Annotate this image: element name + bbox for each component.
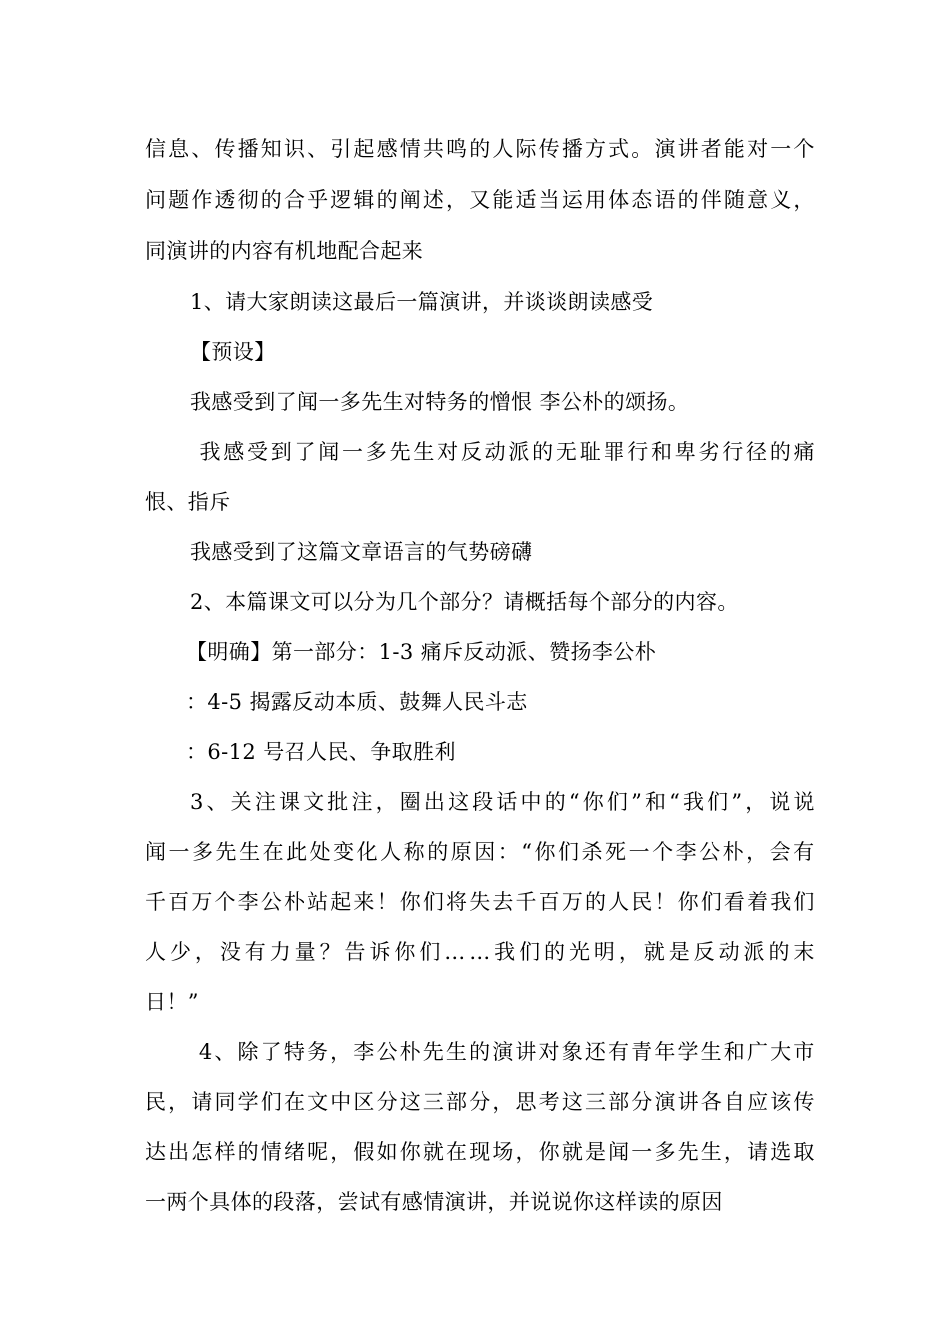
preset-answer-1: 我感受到了闻一多先生对特务的憎恨 李公朴的颂扬。 bbox=[190, 390, 690, 414]
question-4-line-3: 达 出 怎 样 的 情 绪 呢 ， 假 如 你 就 在 现 场 ， 你 就 是 闻 一 多 先 生 ， 请 选 取 bbox=[145, 1140, 815, 1164]
text-line-3: 同演讲的内容有机地配合起来 bbox=[145, 239, 424, 263]
answer-part-3: ：6-12 号召人民、争取胜利 bbox=[186, 740, 456, 764]
preset-heading: 【预设】 bbox=[190, 340, 276, 364]
question-1: 1、请大家朗读这最后一篇演讲，并谈谈朗读感受 bbox=[190, 290, 654, 314]
question-3-line-5: 日！” bbox=[145, 990, 199, 1014]
question-3: 3 、 关 注 课 文 批 注 ， 圈 出 这 段 话 中 的 “ 你 们 ” 和 “ 我 们 ” ， 说 说 bbox=[190, 790, 815, 814]
answer-part-1: 【明确】第一部分：1-3 痛斥反动派、赞扬李公朴 bbox=[186, 640, 657, 664]
preset-answer-2: 我 感 受 到 了 闻 一 多 先 生 对 反 动 派 的 无 耻 罪 行 和 卑 劣 行 径 的 痛 bbox=[199, 440, 815, 464]
question-3-line-2: 闻 一 多 先 生 在 此 处 变 化 人 称 的 原 因 ： “ 你 们 杀 死 一 个 李 公 朴 ， 会 有 bbox=[145, 840, 815, 864]
question-4: 4 、 除 了 特 务 ， 李 公 朴 先 生 的 演 讲 对 象 还 有 青 年 学 生 和 广 大 市 bbox=[198, 1040, 815, 1064]
question-3-line-3: 千 百 万 个 李 公 朴 站 起 来 ！ 你 们 将 失 去 千 百 万 的 人 民 ！ 你 们 看 着 我 们 bbox=[145, 890, 815, 914]
question-3-line-4: 人 少 ， 没 有 力 量 ？ 告 诉 你 们 … … 我 们 的 光 明 ， 就 是 反 动 派 的 末 bbox=[145, 940, 815, 964]
question-2: 2、本篇课文可以分为几个部分？请概括每个部分的内容。 bbox=[190, 590, 739, 614]
text-line-2: 问 题 作 透 彻 的 合 乎 逻 辑 的 阐 述 ， 又 能 适 当 运 用 体 态 语 的 伴 随 意 义 ， bbox=[145, 188, 815, 212]
preset-answer-3: 我感受到了这篇文章语言的气势磅礴 bbox=[190, 540, 533, 564]
preset-answer-2-cont: 恨、指斥 bbox=[145, 490, 231, 514]
text-line-1: 信 息 、 传 播 知 识 、 引 起 感 情 共 鸣 的 人 际 传 播 方 式 。 演 讲 者 能 对 一 个 bbox=[145, 137, 815, 161]
question-4-line-2: 民 ， 请 同 学 们 在 文 中 区 分 这 三 部 分 ， 思 考 这 三 部 分 演 讲 各 自 应 该 传 bbox=[145, 1090, 815, 1114]
answer-part-2: ：4-5 揭露反动本质、鼓舞人民斗志 bbox=[186, 690, 528, 714]
question-4-line-4: 一两个具体的段落，尝试有感情演讲，并说说你这样读的原因 bbox=[145, 1190, 723, 1214]
